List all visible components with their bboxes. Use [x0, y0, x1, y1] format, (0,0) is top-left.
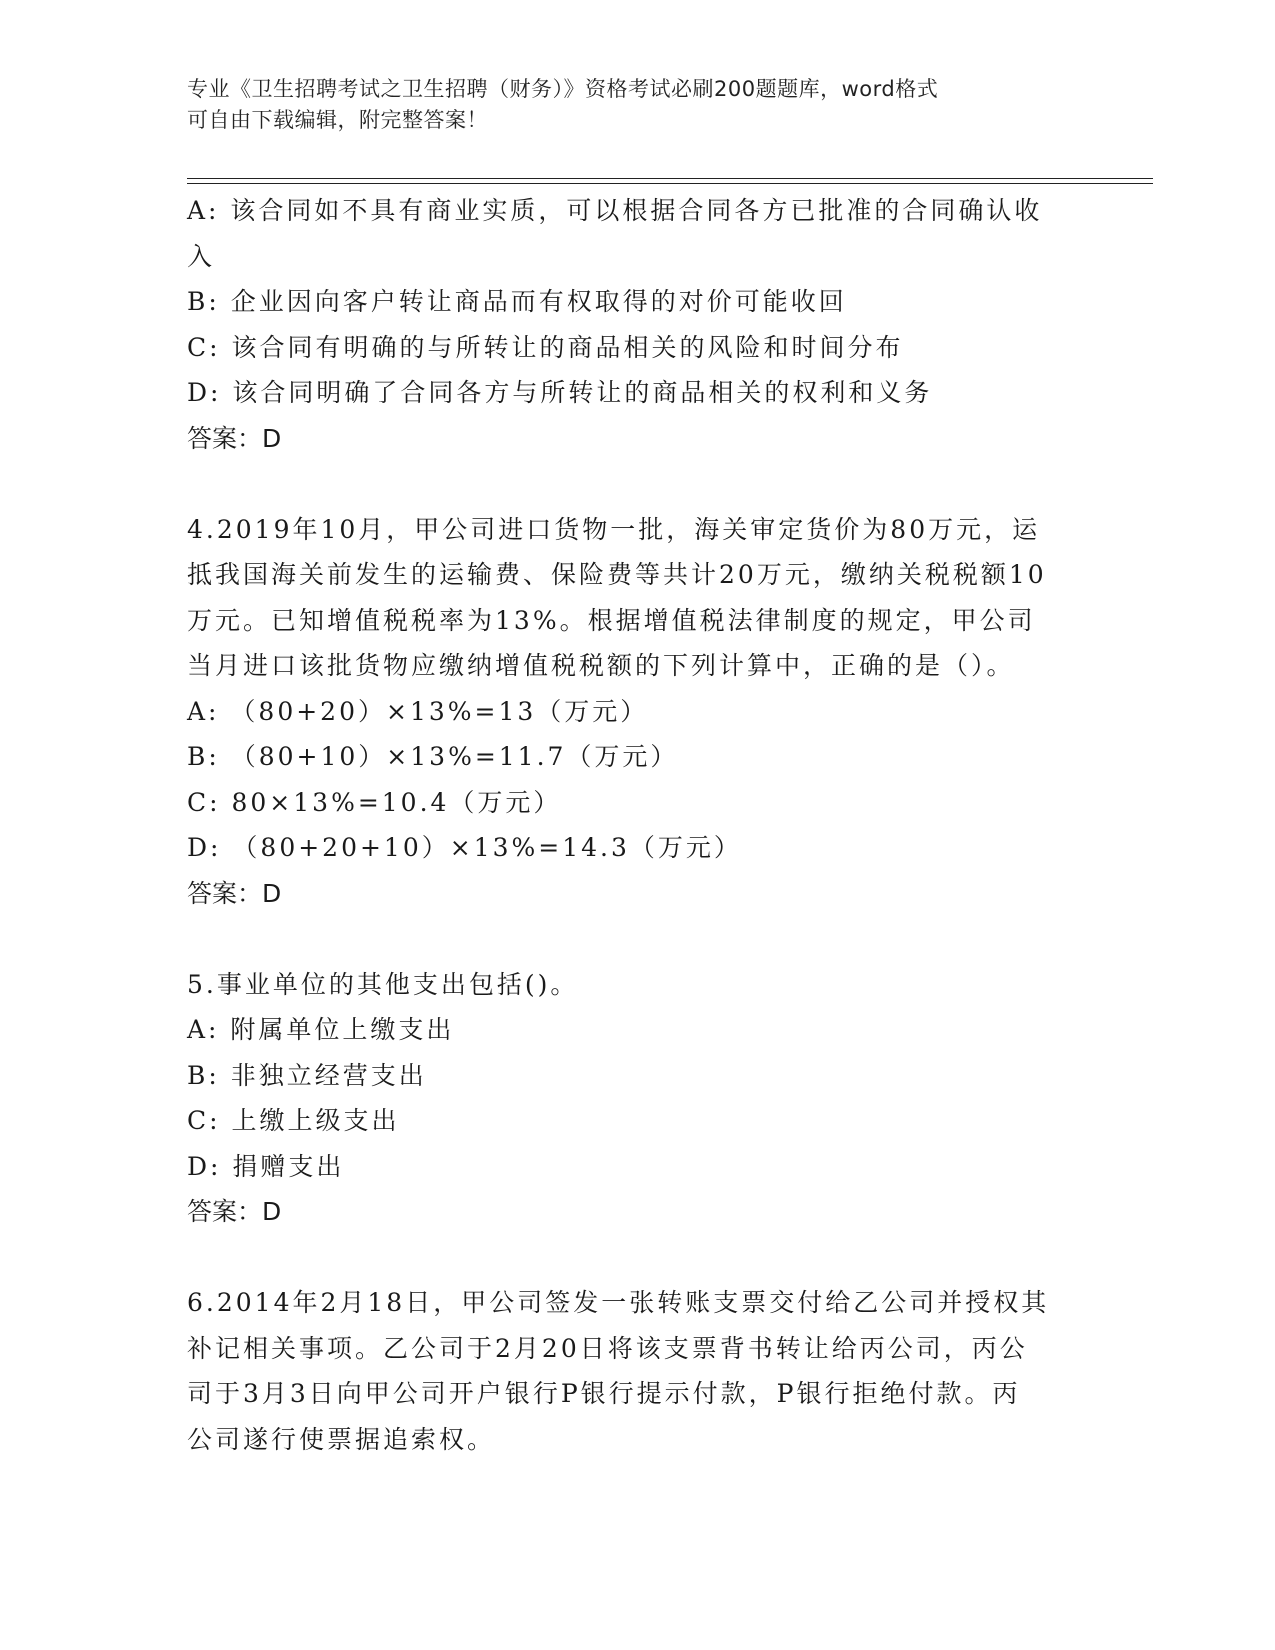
header-divider-top	[187, 178, 1153, 179]
question-text: 万元。已知增值税税率为13%。根据增值税法律制度的规定，甲公司	[187, 605, 1036, 635]
question-5	[187, 962, 1087, 1235]
question-4	[187, 507, 1087, 917]
document-body	[187, 188, 1087, 1462]
option-a-continued: 入	[187, 241, 216, 271]
document-header	[187, 74, 1107, 136]
option-a: A: 附属单位上缴支出	[187, 1015, 455, 1044]
option-c: C: 该合同有明确的与所转让的商品相关的风险和时间分布	[187, 332, 904, 362]
option-a: A: 该合同如不具有商业实质，可以根据合同各方已批准的合同确认收	[187, 196, 1043, 225]
option-d: D: 该合同明确了合同各方与所转让的商品相关的权利和义务	[187, 378, 933, 407]
question-text: 当月进口该批货物应缴纳增值税税额的下列计算中，正确的是（）。	[187, 651, 1015, 680]
question-text: 补记相关事项。乙公司于2月20日将该支票背书转让给丙公司，丙公	[187, 1333, 1028, 1363]
question-text: 司于3月3日向甲公司开户银行P银行提示付款，P银行拒绝付款。丙	[187, 1379, 1021, 1408]
spacer	[187, 461, 1087, 507]
question-6	[187, 1280, 1087, 1462]
question-text: 5.事业单位的其他支出包括()。	[187, 969, 579, 999]
option-c: C: 80×13%=10.4（万元）	[187, 787, 562, 817]
question-text: 公司遂行使票据追索权。	[187, 1424, 496, 1454]
header-line-1: 专业《卫生招聘考试之卫生招聘（财务）》资格考试必刷200题题库，word格式	[187, 77, 939, 101]
answer: 答案：D	[187, 1197, 282, 1226]
answer: 答案：D	[187, 878, 282, 908]
question-text: 抵我国海关前发生的运输费、保险费等共计20万元，缴纳关税税额10	[187, 560, 1047, 589]
question-text: 6.2014年2月18日，甲公司签发一张转账支票交付给乙公司并授权其	[187, 1288, 1050, 1317]
option-c: C: 上缴上级支出	[187, 1106, 400, 1135]
option-b: B: （80+10）×13%=11.7（万元）	[187, 742, 679, 771]
question-text: 4.2019年10月，甲公司进口货物一批，海关审定货价为80万元，运	[187, 514, 1041, 544]
option-b: B: 企业因向客户转让商品而有权取得的对价可能收回	[187, 287, 847, 316]
spacer	[187, 916, 1087, 962]
option-a: A: （80+20）×13%=13（万元）	[187, 696, 649, 726]
header-line-2: 可自由下载编辑，附完整答案！	[187, 108, 488, 132]
header-divider-bottom	[187, 183, 1153, 184]
option-b: B: 非独立经营支出	[187, 1060, 427, 1090]
answer: 答案：D	[187, 423, 282, 453]
question-3-options	[187, 188, 1087, 461]
option-d: D: 捐赠支出	[187, 1151, 345, 1181]
spacer	[187, 1235, 1087, 1281]
option-d: D: （80+20+10）×13%=14.3（万元）	[187, 833, 742, 862]
